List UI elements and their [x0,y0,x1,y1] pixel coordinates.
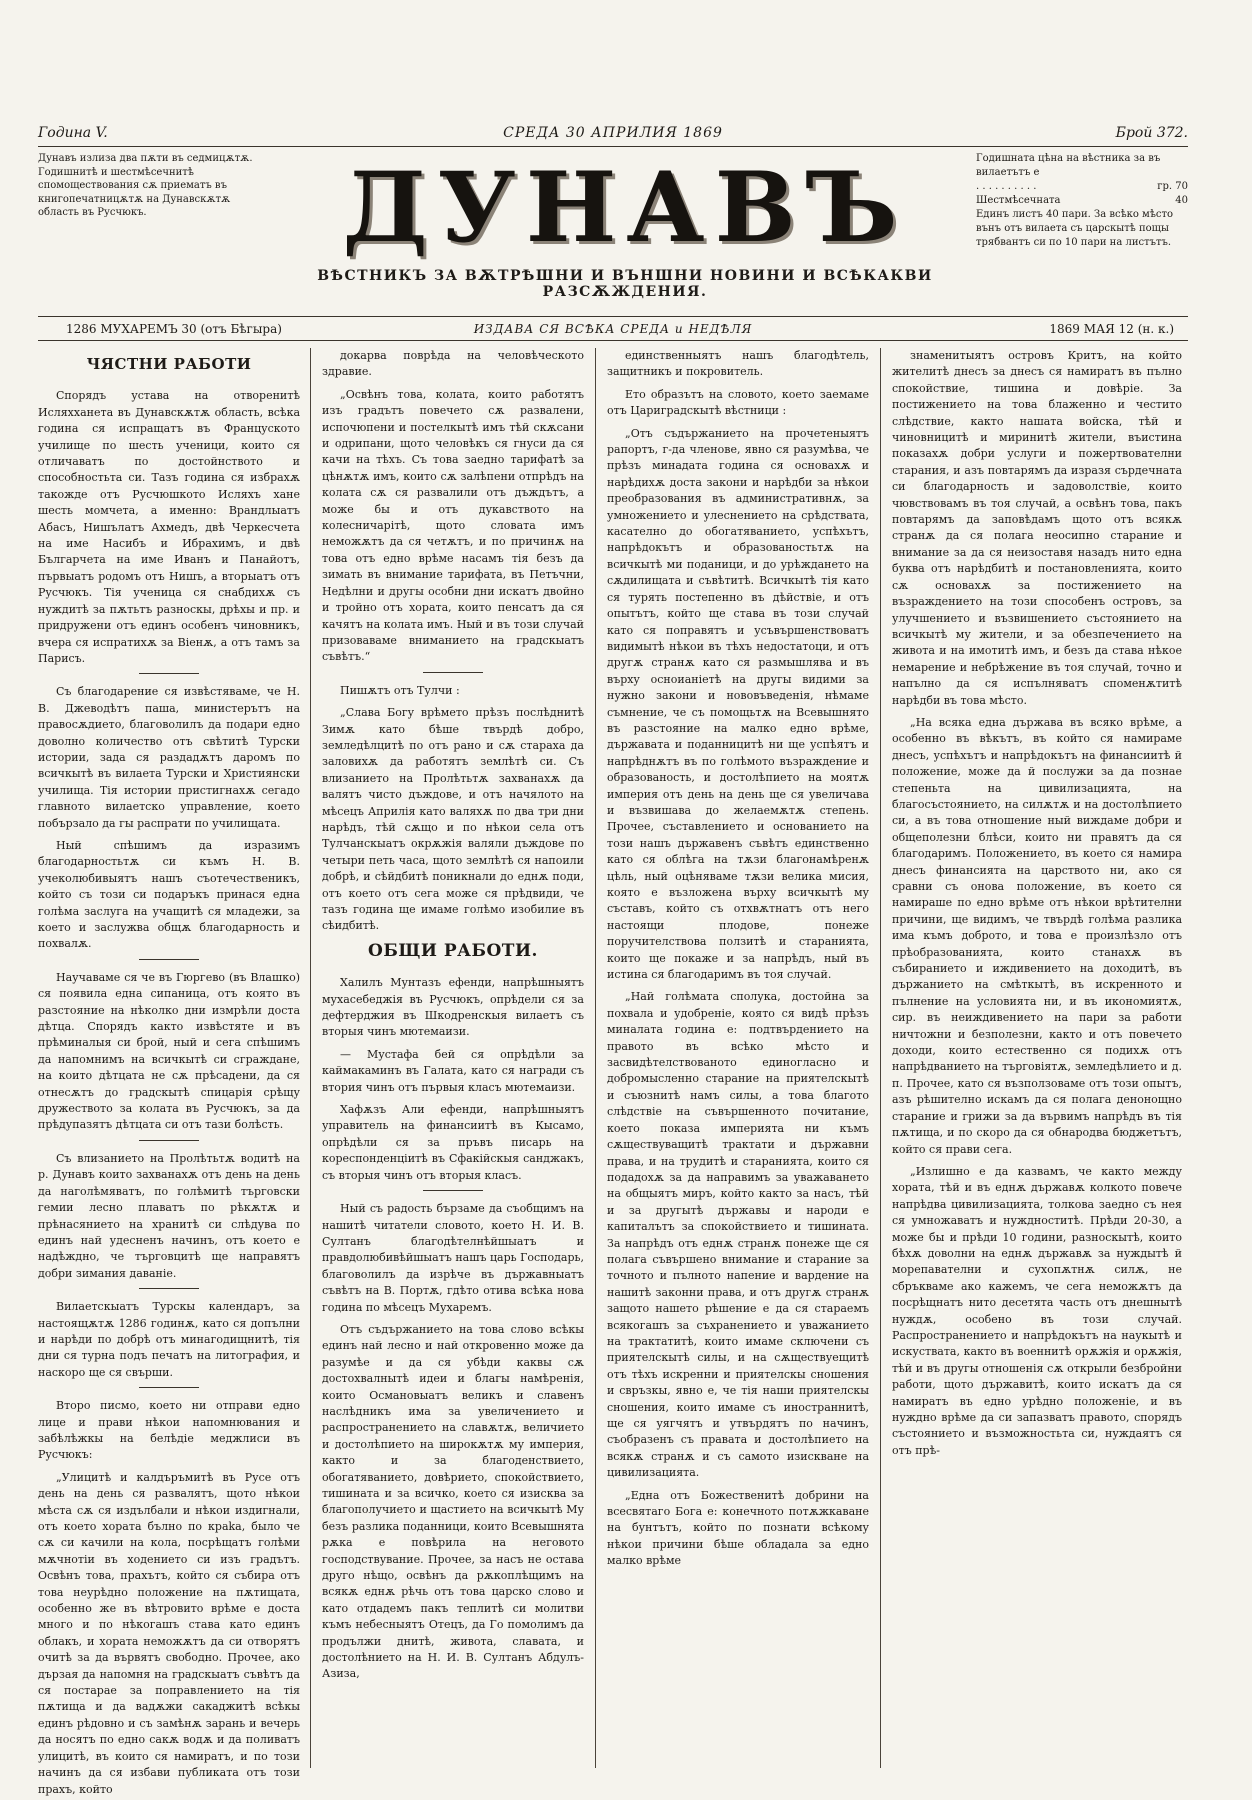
newspaper-subtitle: ВѢСТНИКЪ ЗА ВѪТРѢШНИ И ВЪНШНИ НОВИНИ И ВСѢКАКВИ РАЗСѪЖДЕНИЯ. [317,268,933,300]
dateline-hijri: 1286 МУХАРЕМЪ 30 (отъ Бѣгыра) [66,322,282,336]
dateline-rule-top [38,316,1188,317]
price-year-row [976,180,1188,194]
column-1 [38,348,300,1796]
dateline-gregorian: 1869 МАЯ 12 (н. к.) [1049,322,1174,336]
article-paragraph: Съ влизанието на Пролѣтьтѫ водитѣ на р. Дунавъ които захванахѫ отъ день на день да наголѣмяватъ, по голѣмитѣ търговски гемии лесно плаватъ по рѣкѫтѫ и прѣнасянието на хранитѣ си слѣдува по единъ най удесненъ начинъ, отъ което е надѣждно, че търговцитѣ ще направятъ добри зимания даваніе. [38,1151,300,1280]
price-intro: Годишната цѣна на вѣстника за въ вилаетътъ е [976,153,1161,178]
column-3 [607,348,869,1768]
article-paragraph: Вилаетскыатъ Турскы календаръ, за настоящѫтѫ 1286 годинѫ, като ся допълни и нарѣди по добрѣ отъ минагодищнитѣ, тія дни ся турна подъ печатъ на литография, и наскоро ще ся свърши. [38,1300,300,1379]
article-paragraph: Халилъ Мунтазъ ефенди, напрѣшныятъ мухасебеджія въ Русчюкъ, опрѣдели ся за дефтерджия въ Шкодренскыя вилаетъ съ вторыя чинъ мютемаизи. [322,976,584,1039]
article-paragraph: Хафѫзъ Али ефенди, напрѣшныятъ управитель на финансиитѣ въ Кысамо, опрѣдѣли ся за пръвъ писарь на кореспонденціитѣ въ Сфакійскыя санджакъ, съ вторыя чинъ отъ вторыя класъ. [322,1103,584,1182]
year-label: Година V. [38,125,108,141]
article-paragraph: Ный спѣшимъ да изразимъ благодарностьтѫ си къмъ Н. В. учеколюбивыятъ нашъ съотечественикъ, който съ този си подаръкъ принася една голѣма заслуга на учащитѣ ся младежи, за което и заслужва общѫ благодарность и похвалѫ. [38,838,300,951]
price-info [976,152,1188,250]
article-paragraph: докарва поврѣда на человѣческото здравие. [322,349,584,379]
article-columns [38,348,1188,1796]
separator [139,673,199,674]
separator [423,672,483,673]
issue-number: Брой 372. [1115,125,1188,141]
article-paragraph: „Отъ съдържанието на прочетеныятъ рапортъ, г-да членове, явно ся разумѣва, че прѣзъ минадата година ся основахѫ и нарѣдихѫ доста закони и нарѣдби за нѣкои преобразования въ административнѫ, за умножението и улеснението на срѣдствата, касателно до обогатяванието, успѣхътъ, напрѣдокътъ и образованостьтѫ на всичкытѣ ми поданици, и до урѣждането на сѫдилищата и съвѣтитѣ. Всичкытѣ тія като ся турять постепенно въ дѣйствіе, и отъ опытътъ, който ще става въ този случай като ся поправятъ и усъвършенствоватъ видимытѣ нѣкои въ тѣхъ недостатоци, и отъ другѫ странѫ като ся размышлява и въ върху осноианіетѣ на другы видими за нужно закони и нововъведенія, нѣмаме съмнение, че съ помощьтѫ на Всевышнятo въ разстояние на малко едно врѣме, държавата и поданницитѣ ни ще успѣятъ и напрѣднѫтъ въ по голѣмото възраждение и образованость, и достолѣпието на моятѫ империя отъ день на день ще ся увеличава и възвишава до желаемѫтѫ степень. Прочее, съставлението и основанието на този нашъ държавенъ съвѣтъ единственно като ся облѣга на тѫзи благонамѣренѫ цѣль, ный оцѣняваме тѫзи велика мисия, която е възложена върху всичкытѣ му съставъ, който съ отхвѫтнатъ отъ него настоящи плодове, понеже поручителствова ползитѣ и старанията, които ще покаже и за напрѣдъ, ный въ истина ся благодаримъ въ тоя случай. [607,426,869,982]
column-2 [322,348,584,1768]
column-divider [310,348,311,1768]
article-paragraph: „На всяка една държава въ всяко врѣме, а особенно въ вѣкътъ, въ който ся намираме днесъ, успѣхътъ и напрѣдокътъ на финансиитѣ й положение, може да й послужи за да познае степеньта на цивилизацията, на благосъстоянието, на силѫтѫ и на достолѣпието си, а въ това отношение ный виждаме добри и общеполезни блѣси, които ни правятъ да ся благодаримъ. Положението, въ което ся намира днесъ финансията на царството ни, ако ся сравни съ онова положение, въ което ся намираше по едно врѣме отъ нѣкои врѣтителни причини, ще видимъ, че твърдѣ голѣма разлика има къмъ доброто, и това е произлѣзло отъ прѣобразованията, които станахѫ въ събиранието и иждивението на доходитѣ, въ държанието на смѣткытѣ, въ искренното и пълнение на условията ни, и въ икономиятѫ, сир. въ неиждивението на пари за работи ничтожни и безполезни, както и отъ повечето доходи, които естественно ся подихѫ отъ напрѣдванието на търговіятѫ, земледѣлието и д. п. Прочее, като ся възползоваме отъ този опытъ, азъ рѣшително искамъ да ся полага денонощно старание и грижи за да вървимъ напрѣдъ въ тія пѫтища, и по скоро да ся обнародва бюджетътъ, който ся прави сега. [892,715,1182,1156]
article-paragraph: „Една отъ Божественитѣ добрини на всесвятаго Бога е: конечното потѫжкаване на бунтътъ, който по познати всѣкому нѣкои причини бѣше обладала за едно малко врѣме [607,1488,869,1568]
article-paragraph: „Освѣнъ това, колата, които работятъ изъ градътъ повечето сѫ развалени, испочюпени и постелкытѣ имъ тѣй скѫсани и одрипани, щото человѣкъ ся гнуси да ся качи на тѣхъ. Съ това заедно тарифатѣ за цѣнѫтѫ имъ, които сѫ залѣпени отпрѣдъ на колата сѫ ся развалили отъ дъждътъ, а може бы и отъ дукавството на колесничарітѣ, щото словата имъ неможѫтъ да ся четѫтъ, и по причинѫ на това отъ едно врѣме насамъ тія безъ да зимать въ внимание тарифата, въ Петъчни, Недѣлни и другы особни дни искатъ двойно и тройно отъ хората, които пенсатъ да ся качятъ на колата имъ. Ный и въ този случай призоваваме вниманието на градскыатъ съвѣтъ.“ [322,387,584,664]
price-half-label: Шестмѣсечната [976,195,1061,206]
price-year-label: гр. [1157,181,1173,192]
separator [139,1387,199,1388]
article-paragraph: Отъ съдържанието на това слово всѣкы единъ най лесно и най откровенно може да разумѣе и да ся убѣди каквы сѫ достохвалнытѣ идеи и благы намѣренія, които Османовыатъ великъ и славенъ наслѣдникъ има за увеличението и распространението на славѫтѫ, величието и достолѣпието на широкѫтѫ му империя, както и за благоденствието, обогатяванието, довѣрието, спокойствието, тишината и за всичко, което ся изисква за благополучието и щастието на всичкытѣ Му безъ разлика поданници, които Всевышнята рѫка е повѣрила на неговото господствувание. Прочее, за насъ не остава друго нѣщо, освѣнъ да рѫкоплѣщимъ на всякѫ еднѫ рѣчь отъ това царско слово и като отдадемъ пакъ теплитѣ си молитви къмъ небесныятъ Отецъ, да Го помолимъ да продължи днитѣ, живота, славата, и достолѣнието на Н. И. В. Султанъ Абдулъ-Азиза, [322,1322,584,1681]
article-paragraph: единственныятъ нашъ благодѣтель, защитникъ и покровитель. [607,349,869,379]
separator [139,1140,199,1141]
price-half-row [976,194,1188,208]
dateline-rule-bottom [38,340,1188,341]
article-paragraph: — Мустафа бей ся опрѣдѣли за каймакаминъ въ Галата, като ся награди съ втория чинъ отъ първыя класъ мютемаизи. [322,1047,584,1094]
section-heading-general: ОБЩИ РАБОТИ. [368,940,538,961]
article-paragraph: Второ писмо, което ни отправи едно лице и прави нѣкои напомнювания и забѣлѣжкы на белѣдіе меджлиси въ Русчюкъ: [38,1399,300,1462]
separator [423,1190,483,1191]
article-paragraph: Ный съ радость бързаме да съобщимъ на нашитѣ читатели словото, което Н. И. В. Султанъ благодѣтелнѣйшыатъ и правдолюбивѣйшыатъ нашъ царь Господарь, благоволилъ да изрѣче въ държавныатъ съвѣтъ на В. Портѫ, гдѣто отива всѣка нова година по мѣсецъ Мухаремъ. [322,1202,584,1314]
masthead [290,152,960,300]
article-paragraph: „Излишно е да казвамъ, че както между хората, тѣй и въ еднѫ държавѫ колкото повече напрѣдва цивилизацията, толкова заедно съ нея ся умножаватъ и нуждноститѣ. Прѣди 20-30, а може бы и прѣди 10 години, разноскытѣ, които бѣхѫ доволни на еднѫ държавѫ за нуждытѣ й морепавателни и сухопѫтнѫ силѫ, не сбръкваме ако кажемъ, че сега неможѫтъ да посрѣщнатъ нито десетята часть отъ днешнытѣ нуждѫ, особено въ този случай. Распространението и напрѣдокътъ на наукытѣ и искуствата, както въ военнитѣ орѫжія и орѫжія, тѣй и въ другы отношенія сѫ открыли безбройни работи, щото държавитѣ, които искатъ да ся намиратъ въ едно урѣдно положеніе, и въ нуждно врѣме да си запазватъ правото, спорядъ състоянието и възможностьта си, нуждаятъ ся отъ прѣ- [892,1164,1182,1457]
issue-date: СРЕДА 30 АПРИЛИЯ 1869 [503,125,723,141]
price-note: Единъ листъ 40 пари. За всѣко мѣсто вънъ отъ вилаета съ царскытѣ пощы трябвантъ си по 10 пари на листътъ. [976,209,1174,248]
separator [139,1288,199,1289]
column-divider [595,348,596,1768]
article-paragraph: знаменитыятъ островъ Критъ, на който жителитѣ днесъ за днесъ ся намиратъ въ пълно спокойствие, тишина и довѣріе. За постижението на това блаженно и честито слѣдствие, както нашата войска, тѣй и чиновницитѣ и миринитѣ жители, въистина показахѫ добри услуги и пожертвователни старания, и азъ повтарямъ да изразя сърдечната си благодарность и задоволствіе, които чювствовамъ въ тоя случай, а освѣнъ това, пакъ повтарямъ да заповѣдамъ щото отъ всякѫ странѫ да ся полага неосипно старание и внимание за да ся неизоставя назадъ нито една буква отъ нарѣдбитѣ и постановленията, които сѫ основахѫ за постижението на възраждението на този способенъ островъ, за улучшението и възвишението състоянието на всичкытѣ му жители, и за обезпечението на живота и на имотитѣ имъ, и безъ да става нѣкое немарение и небрѣжение въ тоя случай, точно и напълно да ся испълняватъ споменѫтитѣ нарѣдби въ това мѣсто. [892,349,1182,707]
column-4 [892,348,1182,1768]
top-info-line [38,115,1188,145]
article-paragraph: „Улицитѣ и калдъръмитѣ въ Русе отъ день на день ся развалятъ, щото нѣкои мѣста сѫ ся издълбали и нѣкои издигнали, отъ което хората бълно по краkа, было че сѫ си качили на кола, посрѣщатъ голѣми мѫчнотіи въ ходението си изъ градътъ. Освѣнъ това, прахътъ, който ся събира отъ това неурѣдно положение на пѫтищата, особенно же въ вѣтровито врѣме е доста много и по нѣкогашъ става като единъ облакъ, и хората неможѫтъ да си отворятъ очитѣ за да вървятъ свободно. Прочее, ако дързая да напомня на градскыатъ съвѣтъ да ся постарае за поправлението на тія пѫтища и да вадѫжи сакаджитѣ всѣкы единъ рѣдовно и съ замѣнѫ зарань и вечерь да носятъ по едно сакѫ водѫ и да поливатъ улицитѣ, въ които ся намиратъ, и по този начинъ да ся избави публиката отъ този прахъ, който [38,1470,300,1796]
separator [139,959,199,960]
price-year-value: 70 [1175,181,1188,192]
article-paragraph: Пишѫтъ отъ Тулчи : [340,683,460,697]
header-rule-top [38,146,1188,147]
article-paragraph: Спорядъ устава на отворенитѣ Исляхханета въ Дунавскѫтѫ область, всѣка година ся испращатъ въ Француското училище по шесть ученици, които ся отличаватъ по достойнството и способностьта си. Тазъ година ся избрахѫ такожде отъ Русчюшкото Исляхъ ханe шесть момчета, а именно: Врандлыатъ Абасъ, Нишълатъ Ахмедъ, двѣ Черкесчета на име Насибъ и Ибрахимъ, и двѣ Българчета на име Иванъ и Панайотъ, първыатъ родомъ отъ Нишъ, а вторыатъ отъ Русчюкъ. Тія ученица ся снабдихѫ съ нуждитѣ за пѫтьтъ разноскы, дрѣхы и пр. и придружени отъ единъ особенъ чиновникъ, вчера ся испратихѫ за Віенѫ, а отъ тамъ за Парисъ. [38,389,300,665]
article-paragraph: Ето образътъ на словото, което заемаме отъ Цариградскытѣ вѣстници : [607,387,869,418]
newspaper-title: ДУНАВЪ [342,151,908,264]
article-paragraph: Съ благодарение ся извѣстяваме, че Н. В. Джеводѣтъ паша, министерътъ на правосѫдието, благоволилъ да подари едно доволно количество отъ свѣтитѣ Турски истории, зада ся раздадѫтъ даромъ по всичкытѣ въ вилаета Турски и Християнски училища. Тія истории пристигнахѫ сегадо главното вилаетско управление, което побързало да гы распрати по училищата. [38,685,300,830]
article-paragraph: „Най голѣмата сполука, достойна за похвала и удобреніе, която ся видѣ прѣзъ миналата година е: подтвърдението на правото въ всѣко мѣсто и засвидѣтелствованото единогласно и добромысленно старание на приятелскытѣ и съюзнитѣ намъ силы, а това благото слѣдствіе на съвършенното почитание, което показа империята ни къмъ сѫществуващитѣ трактати и държавни права, и на трудитѣ и старанията, които ся подадохѫ за да направимъ за уважаването на общыятъ миръ, който както за насъ, тѣй и за другытѣ държавы и народи е капиталътъ за спокойствието и тишината. За напрѣдъ отъ еднѫ странѫ понеже ще ся полага съвършено внимание и старание за точното и пълното напeние и вардение на нашитѣ законни права, и отъ другѫ странѫ защото нашето рѣшение е да ся стараемъ всякогашъ за съхранението и уважанието на трактатитѣ, които имаме сключени съ приятелскытѣ силы, и на сѫществуещитѣ отъ тѣхъ искренни и приятелскы сношения и свръзкы, явно е, че тія наши приятелскы сношения, които имаме съ иностраннитѣ, ще ся уягчятъ и утвърдятъ по начинъ, съобразенъ съ правата и достолѣпието на всякѫ странѫ и съ самото изискване на цивилизацията. [607,990,869,1480]
article-paragraph: „Слава Богу врѣмето прѣзъ послѣднитѣ Зимѫ като бѣше твърдѣ добро, земледѣлцитѣ по отъ рано и сѫ стараха да заловихѫ да работятъ землѣтѣ си. Съ влизанието на Пролѣтьтѫ захванахѫ да валятъ чисто дъждове, и отъ начялото на мѣсецъ Априлія като валяхѫ по два три дни нарѣдъ, тѣй сѫщо и по нѣкои села отъ Тулчанскыатъ окрѫжія валяли дъждове по четыри петь часа, щото землѣтѣ ся напоили добрѣ, и сѣйдбитѣ поникнали до еднѫ поди, отъ което отъ сега може ся прѣдвиди, че тазъ година ще имаме голѣмо изобилие въ сѣидбитѣ. [322,706,584,933]
price-half-value: 40 [1175,195,1188,206]
article-paragraph: Научаваме ся че въ Гюргево (въ Влашко) ся появила една сипаница, отъ която въ разстояние на нѣколко дни измрѣли доста дѣтца. Спорядъ както извѣстяте и въ прѣминалыя си брой, ный и сега спѣшимъ да напомнимъ на всичкытѣ си сгражданe, на които дѣтцата не сѫ прѣсадени, да ся отнесѫтъ до градскытѣ спицарія срѣщу дружеството за колата въ Русчюкъ, за да прѣдупазятъ дѣтцата си отъ тази болѣсть. [38,970,300,1132]
dateline-frequency: ИЗДАВА СЯ ВСѢКА СРЕДА и НЕДѢЛЯ [473,322,753,336]
subscription-info: Дунавъ излиза два пѫти въ седмицѫтѫ. Годишнитѣ и шестмѣсечнитѣ спомоществования сѫ приематъ въ книгопечатницѫтѫ на Дунавскѫтѫ область въ Русчюкъ. [38,153,253,218]
section-heading-private: ЧЯСТНИ РАБОТИ [86,355,252,373]
column-divider [880,348,881,1768]
price-year-dots: . . . . . . . . . . [976,181,1037,192]
